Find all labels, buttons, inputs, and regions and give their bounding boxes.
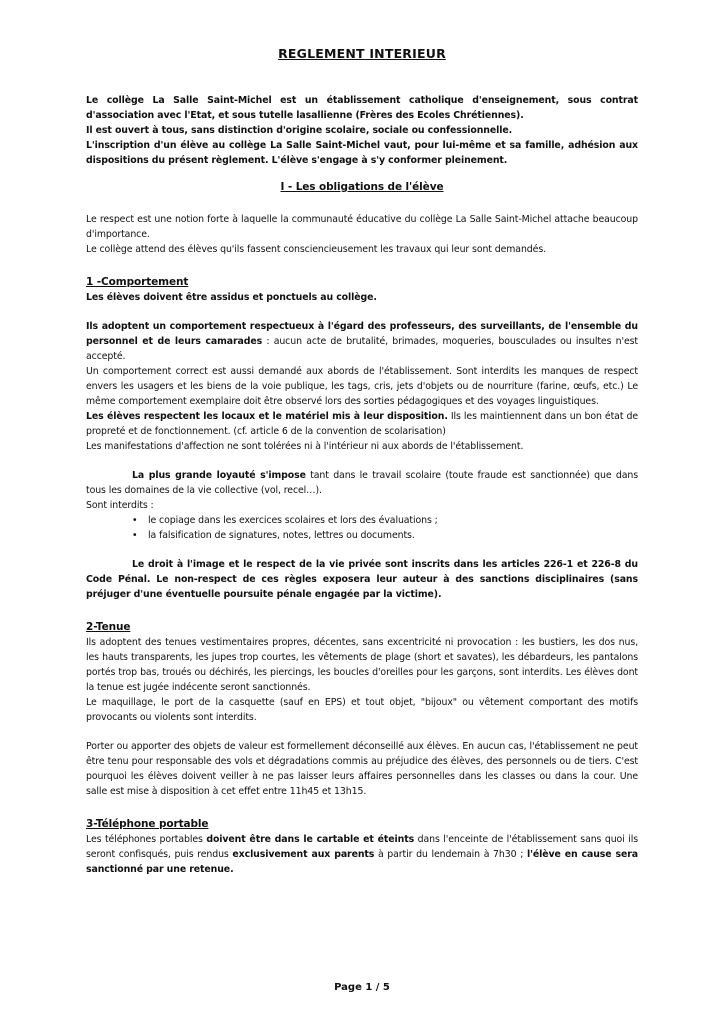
respect-comportement-paragraph	[86, 319, 638, 364]
page-title: REGLEMENT INTERIEUR	[278, 46, 446, 61]
telephone-text-2: dans l'enceinte de l'établissement sans quoi ils seront confisqués, puis rendus	[86, 834, 639, 860]
respect-comportement-bold: Ils adoptent un comportement respectueux à l'égard des professeurs, des surveillants, de l'ensemble du personnel et de leurs camarades	[86, 321, 638, 347]
subheading-comportement: 1 -Comportement	[86, 276, 189, 288]
locaux-paragraph	[86, 409, 638, 439]
telephone-bold-1: doivent être dans le cartable et éteints	[206, 834, 415, 845]
interdits-label: Sont interdits :	[86, 500, 154, 511]
tenue-paragraph-2: Le maquillage, le port de la casquette (sauf en EPS) et tout objet, "bijoux" ou vêtement comportant des motifs provocants ou violents sont interdits.	[86, 697, 638, 723]
respect-paragraph: Le respect est une notion forte à laquelle la communauté éducative du collège La Salle Saint-Michel attache beaucoup d'importance.	[86, 214, 638, 240]
locaux-rest: Ils les maintiennent dans un bon état de propreté et de fonctionnement. (cf. article 6 de la convention de scolarisation)	[86, 411, 638, 437]
loyaute-paragraph	[86, 468, 638, 498]
telephone-bold-2: exclusivement aux parents	[232, 849, 375, 860]
loyaute-bold: La plus grande loyauté s'impose	[132, 470, 306, 481]
telephone-paragraph	[86, 832, 638, 877]
tenue-paragraph-1: Ils adoptent des tenues vestimentaires propres, décentes, sans excentricité ni provocation : les bustiers, les dos nus, les hauts transparents, les jupes trop courtes, les vêtements de plage (short et savates), les débardeurs, les pantalons portés trop bas, troués ou déchirés, les piercings, les boucles d'oreilles pour les garçons, sont interdits. Les élèves dont la tenue est jugée indécente seront sanctionnés.	[86, 637, 638, 693]
subheading-telephone: 3-Téléphone portable	[86, 818, 209, 830]
respect-comportement-rest: : aucun acte de brutalité, brimades, moqueries, bousculades ou insultes n'est accepté.	[86, 336, 638, 362]
list-item: • la falsification de signatures, notes, lettres ou documents.	[132, 528, 638, 543]
intro-paragraph-2: Il est ouvert à tous, sans distinction d'origine scolaire, sociale ou confessionnelle.	[86, 125, 513, 136]
intro-paragraph-3: L'inscription d'un élève au collège La Salle Saint-Michel vaut, pour lui-même et sa famille, adhésion aux dispositions du présent règlement. L'élève s'engage à s'y conformer pleinement.	[86, 140, 638, 166]
affection-paragraph: Les manifestations d'affection ne sont tolérées ni à l'intérieur ni aux abords de l'établissement.	[86, 441, 524, 452]
interdits-list	[86, 513, 638, 543]
loyaute-rest: tant dans le travail scolaire (toute fraude est sanctionnée) que dans tous les domaines de la vie collective (vol, recel…).	[86, 470, 639, 496]
list-item: • le copiage dans les exercices scolaires et lors des évaluations ;	[132, 513, 638, 528]
objets-valeur-paragraph: Porter ou apporter des objets de valeur est formellement déconseillé aux élèves. En aucun cas, l'établissement ne peut être tenu pour responsable des vols et dégradations commis au préjudice des élèves, des personnels ou de tiers. C'est pourquoi les élèves doivent veiller à ne pas laisser leurs affaires personnelles dans les classes ou dans la cour. Une salle est mise à disposition à cet effet entre 11h45 et 13h15.	[86, 741, 638, 797]
droit-image-paragraph: Le droit à l'image et le respect de la vie privée sont inscrits dans les articles 226-1 et 226-8 du Code Pénal. Le non-respect de ces règles exposera leur auteur à des sanctions disciplinaires (sans préjuger d'une éventuelle poursuite pénale engagée par la victime).	[86, 559, 638, 600]
assiduite-paragraph: Les élèves doivent être assidus et ponctuels au collège.	[86, 292, 377, 303]
telephone-bold-3: l'élève en cause sera sanctionné par une retenue.	[86, 849, 638, 875]
document-body	[86, 46, 638, 877]
subheading-tenue: 2-Tenue	[86, 621, 131, 633]
telephone-text-1: Les téléphones portables	[86, 834, 207, 845]
travaux-paragraph: Le collège attend des élèves qu'ils fassent consciencieusement les travaux qui leur sont demandés.	[86, 244, 546, 255]
page-number: Page 1 / 5	[334, 982, 390, 993]
abords-paragraph: Un comportement correct est aussi demandé aux abords de l'établissement. Sont interdits les manques de respect envers les usagers et les biens de la voie publique, les tags, cris, jets d'objets ou de nourriture (farine, œufs, etc.) Le même comportement exemplaire doit être observé lors des sorties pédagogiques et des voyages linguistiques.	[86, 366, 638, 407]
locaux-bold: Les élèves respectent les locaux et le matériel mis à leur disposition.	[86, 411, 448, 422]
section-heading-obligations: I - Les obligations de l'élève	[280, 181, 444, 193]
intro-paragraph-1: Le collège La Salle Saint-Michel est un établissement catholique d'enseignement, sous contrat d'association avec l'Etat, et sous tutelle lasallienne (Frères des Ecoles Chrétiennes).	[86, 95, 638, 121]
telephone-text-3: à partir du lendemain à 7h30 ;	[374, 849, 527, 860]
